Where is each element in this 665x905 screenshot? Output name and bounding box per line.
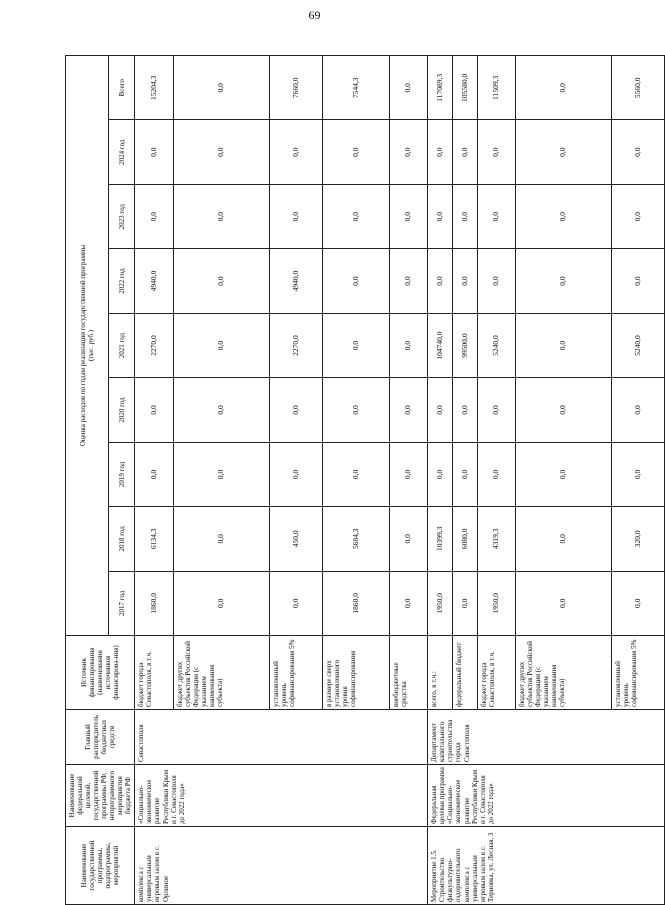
value-cell: 0,0	[270, 571, 323, 635]
value-cell: 320,0	[612, 507, 665, 571]
value-cell: 0,0	[477, 378, 515, 442]
value-cell: 0,0	[515, 184, 611, 248]
value-cell: 0,0	[515, 313, 611, 377]
total-cell: 117089,3	[428, 56, 453, 121]
year-header: 2018 год	[108, 507, 135, 571]
total-cell: 0,0	[515, 56, 611, 121]
value-cell: 0,0	[515, 120, 611, 184]
total-cell: 0,0	[390, 56, 428, 121]
value-cell: 0,0	[477, 249, 515, 313]
value-cell: 5240,0	[612, 313, 665, 377]
header-estimate-unit: (тыс. руб.)	[86, 329, 95, 362]
value-cell: 0,0	[453, 184, 478, 248]
value-cell: 0,0	[428, 120, 453, 184]
value-cell: 0,0	[515, 378, 611, 442]
value-cell: 1950,0	[477, 571, 515, 635]
header-name: Наименование государственной программы, подпрограммы, мероприятий	[66, 827, 135, 905]
header-source: Источник финансирования (наименования источников финансирова-ния)	[66, 636, 135, 710]
value-cell: 0,0	[173, 184, 269, 248]
total-header: Всего	[108, 56, 135, 121]
total-cell: 7544,3	[322, 56, 389, 121]
header-federal-program: Наименование федеральной целевой, государственной программы РФ, непрограммного мероприятия бюджета РФ	[66, 765, 135, 827]
source-cell: бюджет других субъектов Российской Федерации (с указанием наименования субъекта)	[515, 636, 611, 710]
value-cell: 2270,0	[270, 313, 323, 377]
value-cell: 0,0	[390, 120, 428, 184]
value-cell: 4319,3	[477, 507, 515, 571]
total-cell: 7660,0	[270, 56, 323, 121]
source-cell: всего, в т.ч.:	[428, 636, 453, 710]
value-cell: 0,0	[322, 378, 389, 442]
value-cell: 0,0	[135, 442, 173, 506]
total-cell: 0,0	[173, 56, 269, 121]
value-cell: 0,0	[173, 378, 269, 442]
value-cell: 2270,0	[135, 313, 173, 377]
value-cell: 0,0	[612, 249, 665, 313]
value-cell: 4940,0	[135, 249, 173, 313]
rotated-table-container	[65, 55, 642, 905]
year-header: 2019 год	[108, 442, 135, 506]
value-cell: 104740,0	[428, 313, 453, 377]
value-cell: 10399,3	[428, 507, 453, 571]
value-cell: 0,0	[173, 507, 269, 571]
value-cell: 0,0	[270, 378, 323, 442]
value-cell: 0,0	[390, 507, 428, 571]
value-cell: 0,0	[612, 571, 665, 635]
total-cell: 11509,3	[477, 56, 515, 121]
value-cell: 0,0	[453, 120, 478, 184]
value-cell: 0,0	[515, 507, 611, 571]
value-cell: 5684,3	[322, 507, 389, 571]
group1-federal-program: «Социально-экономическое развитие Республики Крым и г. Севастополя до 2022 года»	[135, 765, 428, 827]
header-estimate	[66, 56, 109, 636]
value-cell: 5240,0	[477, 313, 515, 377]
value-cell: 0,0	[322, 184, 389, 248]
year-header: 2021 год	[108, 313, 135, 377]
value-cell: 0,0	[322, 442, 389, 506]
value-cell: 6134,3	[135, 507, 173, 571]
value-cell: 0,0	[515, 571, 611, 635]
table-row	[135, 56, 173, 905]
year-header: 2024 год	[108, 120, 135, 184]
value-cell: 0,0	[453, 249, 478, 313]
value-cell: 0,0	[173, 313, 269, 377]
value-cell: 450,0	[270, 507, 323, 571]
value-cell: 0,0	[322, 120, 389, 184]
value-cell: 0,0	[612, 120, 665, 184]
value-cell: 0,0	[612, 378, 665, 442]
value-cell: 1860,0	[322, 571, 389, 635]
value-cell: 0,0	[428, 249, 453, 313]
header-row-1	[66, 56, 109, 905]
value-cell: 0,0	[477, 184, 515, 248]
value-cell: 0,0	[173, 571, 269, 635]
group2-main-manager: Департамент капитального строительства города Севастополя	[428, 710, 665, 765]
value-cell: 0,0	[428, 442, 453, 506]
value-cell: 4940,0	[270, 249, 323, 313]
value-cell: 0,0	[390, 184, 428, 248]
value-cell: 0,0	[135, 184, 173, 248]
table-row	[428, 56, 453, 905]
value-cell: 0,0	[173, 120, 269, 184]
source-cell: бюджет города Севастополя, в т.ч.	[477, 636, 515, 710]
value-cell: 0,0	[515, 249, 611, 313]
header-main-manager: Главный распорядитель бюджетных средств	[66, 710, 135, 765]
budget-table	[65, 55, 665, 905]
value-cell: 0,0	[322, 313, 389, 377]
source-cell: установленный уровень софинансирования 5%	[612, 636, 665, 710]
group2-federal-program: Федеральная целевая программа «Социально-экономическое развитие Республики Крым и г. Севастополя до 2022 года»	[428, 765, 665, 827]
value-cell: 0,0	[453, 442, 478, 506]
year-header: 2023 год	[108, 184, 135, 248]
source-cell: бюджет других субъектов Российской Федерации (с указанием наименования субъекта)	[173, 636, 269, 710]
value-cell: 0,0	[612, 442, 665, 506]
value-cell: 0,0	[135, 120, 173, 184]
year-header: 2017 год	[108, 571, 135, 635]
group2-name: Мероприятие 1.5. Строительство физкультурно-оздоровительного комплекса с универсальным игровым залом в с. Терновка, ул. Лесная, 3	[428, 827, 665, 905]
value-cell: 0,0	[135, 378, 173, 442]
source-cell: внебюджетные средства	[390, 636, 428, 710]
value-cell: 0,0	[173, 442, 269, 506]
value-cell: 0,0	[173, 249, 269, 313]
value-cell: 0,0	[428, 378, 453, 442]
group1-name: комплекса с универсальным игровым залом в с. Орлиное	[135, 827, 428, 905]
value-cell: 0,0	[270, 184, 323, 248]
value-cell: 0,0	[390, 249, 428, 313]
value-cell: 0,0	[477, 442, 515, 506]
year-header: 2020 год	[108, 378, 135, 442]
source-cell: в размере сверх установленного уровня софинансирования	[322, 636, 389, 710]
value-cell: 0,0	[390, 313, 428, 377]
total-cell: 105580,0	[453, 56, 478, 121]
value-cell: 0,0	[428, 184, 453, 248]
header-estimate-title: Оценка расходов по годам реализации государственной программы	[78, 244, 87, 447]
value-cell: 99500,0	[453, 313, 478, 377]
value-cell: 6080,0	[453, 507, 478, 571]
value-cell: 0,0	[322, 249, 389, 313]
value-cell: 0,0	[453, 571, 478, 635]
total-cell: 5560,0	[612, 56, 665, 121]
page-number: 69	[308, 8, 321, 22]
value-cell: 0,0	[515, 442, 611, 506]
value-cell: 0,0	[477, 120, 515, 184]
value-cell: 0,0	[390, 571, 428, 635]
value-cell: 0,0	[270, 120, 323, 184]
total-cell: 15204,3	[135, 56, 173, 121]
value-cell: 0,0	[270, 442, 323, 506]
source-cell: установленный уровень софинансирования 5%	[270, 636, 323, 710]
source-cell: бюджет города Севастополя, в т.ч.	[135, 636, 173, 710]
source-cell: федеральный бюджет	[453, 636, 478, 710]
value-cell: 0,0	[453, 378, 478, 442]
value-cell: 0,0	[612, 184, 665, 248]
value-cell: 1860,0	[135, 571, 173, 635]
year-header: 2022 год	[108, 249, 135, 313]
group1-main-manager: Севастополя	[135, 710, 428, 765]
value-cell: 0,0	[390, 378, 428, 442]
value-cell: 0,0	[390, 442, 428, 506]
value-cell: 1950,0	[428, 571, 453, 635]
